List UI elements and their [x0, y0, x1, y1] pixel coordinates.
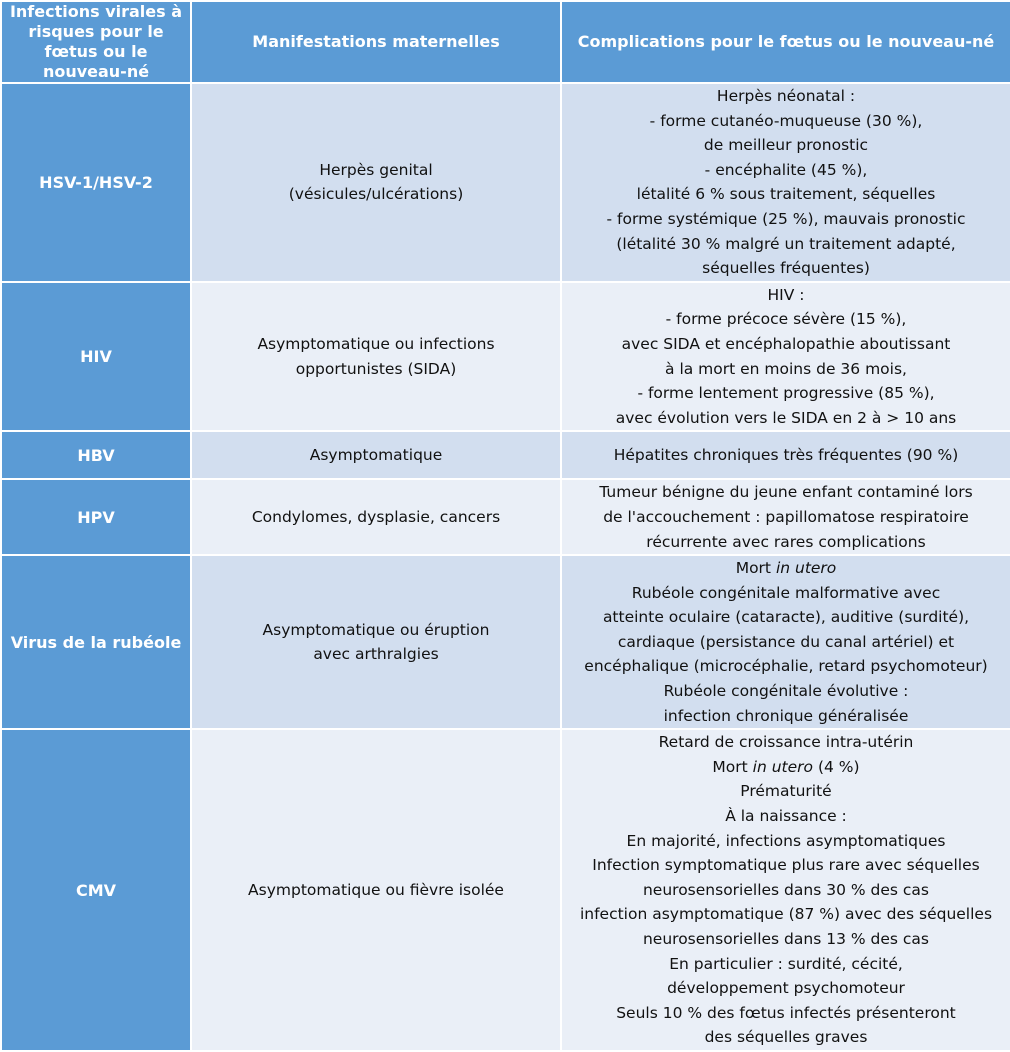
mort-text: Mort: [712, 757, 753, 776]
complications-cell: [561, 479, 1010, 555]
complication-line: Prématurité: [740, 782, 832, 801]
complication-line: des séquelles graves: [704, 1028, 868, 1047]
virus-name: Virus de la rubéole: [1, 555, 191, 729]
complication-line: développement psychomoteur: [667, 979, 905, 998]
table-row-hbv: [1, 431, 1010, 479]
header-col-complications: Complications pour le fœtus ou le nouveau-né: [561, 1, 1010, 83]
maternal-cell: [191, 282, 561, 432]
in-utero-text: in utero: [775, 559, 837, 578]
complication-line: Rubéole congénitale évolutive :: [663, 682, 909, 701]
header-col-maternal: Manifestations maternelles: [191, 1, 561, 83]
virus-name: CMV: [1, 729, 191, 1051]
complication-line: Tumeur bénigne du jeune enfant contaminé lors: [599, 483, 973, 502]
maternal-cell: [191, 555, 561, 729]
complication-line: - encéphalite (45 %),: [704, 160, 868, 179]
complication-line: avec SIDA et encéphalopathie aboutissant: [621, 334, 951, 353]
complications-cell: [561, 282, 1010, 432]
complication-line: HIV :: [767, 285, 805, 304]
complications-cell: [561, 555, 1010, 729]
complication-line: Hépatites chroniques très fréquentes (90 %): [613, 446, 959, 465]
maternal-line: (vésicules/ulcérations): [288, 185, 464, 204]
header-col-infections: Infections virales à risques pour le fœtus ou le nouveau-né: [1, 1, 191, 83]
maternal-line: avec arthralgies: [313, 645, 439, 664]
complication-line-mort: [566, 755, 1006, 780]
complications-cell: [561, 83, 1010, 282]
in-utero-text: in utero: [752, 757, 814, 776]
maternal-line: Asymptomatique ou éruption: [262, 620, 490, 639]
complication-line: cardiaque (persistance du canal artériel) et: [617, 632, 955, 651]
complication-line: - forme lentement progressive (85 %),: [637, 384, 935, 403]
maternal-cell: [191, 83, 561, 282]
complication-line: - forme cutanéo-muqueuse (30 %),: [649, 111, 923, 130]
complication-line: neurosensorielles dans 30 % des cas: [642, 880, 929, 899]
table-header-row: [1, 1, 1010, 83]
complication-line: atteinte oculaire (cataracte), auditive (surdité),: [602, 608, 970, 627]
maternal-line: opportunistes (SIDA): [295, 359, 457, 378]
complication-line: avec évolution vers le SIDA en 2 à > 10 ans: [615, 408, 957, 427]
maternal-line: Asymptomatique ou infections: [257, 334, 495, 353]
table-row-hiv: [1, 282, 1010, 432]
complication-line: infection chronique généralisée: [663, 706, 909, 725]
maternal-cell: [191, 431, 561, 479]
table-row-rubeole: [1, 555, 1010, 729]
complication-line: Seuls 10 % des fœtus infectés présenteront: [616, 1003, 956, 1022]
complication-line: récurrente avec rares complications: [646, 532, 926, 551]
complication-line: séquelles fréquentes): [702, 259, 870, 278]
mort-text: Mort: [735, 559, 776, 578]
complication-line: à la mort en moins de 36 mois,: [665, 359, 907, 378]
complications-cell: [561, 729, 1010, 1051]
maternal-line: Asymptomatique ou fièvre isolée: [248, 880, 504, 899]
complication-line: neurosensorielles dans 13 % des cas: [642, 930, 929, 948]
complication-line: - forme précoce sévère (15 %),: [665, 310, 907, 329]
table-row-hpv: [1, 479, 1010, 555]
maternal-line: Herpès genital: [319, 160, 433, 179]
complication-line: Rubéole congénitale malformative avec: [631, 583, 941, 602]
maternal-cell: [191, 729, 561, 1051]
maternal-cell: [191, 479, 561, 555]
complication-line: infection asymptomatique (87 %) avec des séquelles: [579, 905, 993, 924]
complication-line-mort: [566, 556, 1006, 581]
complication-line: En particulier : surdité, cécité,: [669, 954, 903, 973]
maternal-line: Condylomes, dysplasie, cancers: [251, 507, 501, 526]
virus-name: HIV: [1, 282, 191, 432]
complication-line: létalité 6 % sous traitement, séquelles: [636, 185, 936, 204]
complication-line: Herpès néonatal :: [716, 87, 856, 105]
virus-name: HPV: [1, 479, 191, 555]
complication-line: (létalité 30 % malgré un traitement adapté,: [616, 234, 956, 253]
complication-line: de l'accouchement : papillomatose respiratoire: [603, 507, 969, 526]
table-row-cmv: [1, 729, 1010, 1051]
complication-line: Retard de croissance intra-utérin: [658, 733, 914, 752]
table-row-hsv: [1, 83, 1010, 282]
complication-line: À la naissance :: [725, 807, 847, 826]
complication-line: de meilleur pronostic: [703, 136, 869, 155]
maternal-line: Asymptomatique: [309, 446, 443, 465]
complications-cell: [561, 431, 1010, 479]
virus-name: HBV: [1, 431, 191, 479]
complication-line: encéphalique (microcéphalie, retard psychomoteur): [584, 657, 988, 676]
mort-percent: (4 %): [813, 757, 860, 776]
virus-name: HSV-1/HSV-2: [1, 83, 191, 282]
complication-line: - forme systémique (25 %), mauvais pronostic: [606, 209, 966, 228]
complication-line: En majorité, infections asymptomatiques: [626, 831, 946, 850]
complication-line: Infection symptomatique plus rare avec séquelles: [592, 856, 980, 875]
